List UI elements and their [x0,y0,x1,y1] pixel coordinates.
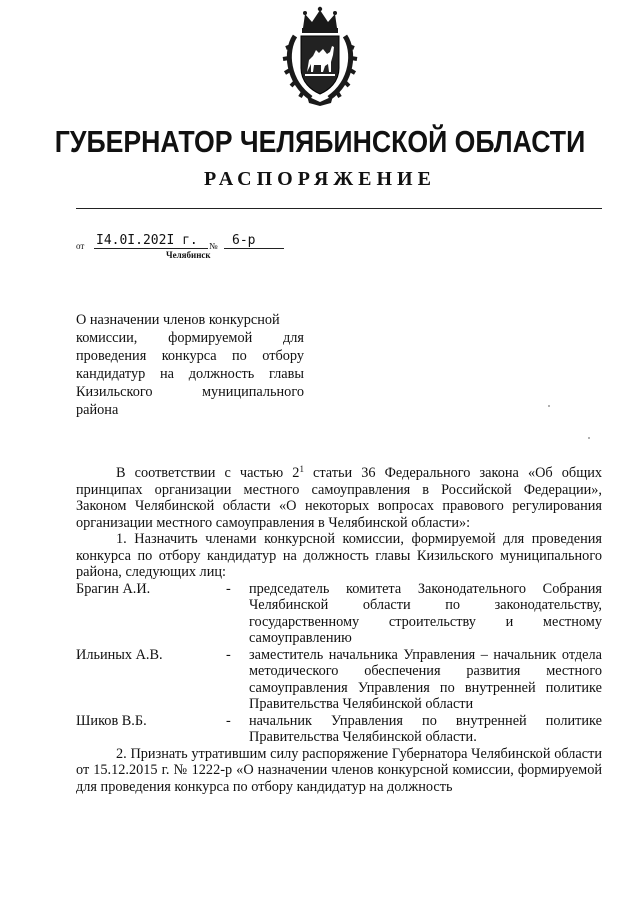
member-position: председатель комитета Законодательного Собрания Челябинской области по законодательству, государственному строительству и местному самоуправлению [249,580,602,646]
city-label: Челябинск [166,250,211,260]
member-dash: - [226,646,231,663]
member-name: Шиков В.Б. [76,712,147,729]
subject-line: Кизильского муниципального [76,384,304,400]
member-dash: - [226,712,231,729]
member-row [76,581,602,647]
scan-speck [588,437,590,439]
coat-of-arms-emblem [281,6,359,106]
item-2-paragraph: 2. Признать утратившим силу распоряжение Губернатора Челябинской области от 15.12.2015 г. № 1222-р «О назначении членов конкурсной комиссии, формируемой для проведения конкурса по отбору кандидатур на должность [76,745,602,795]
document-number: 6-р [224,233,284,249]
member-name: Ильиных А.В. [76,646,163,663]
member-position: заместитель начальника Управления – начальник отдела методического обеспечения развития местного самоуправления Управления по внутренней политике Правительства Челябинской области [249,646,602,712]
item-1-paragraph: 1. Назначить членами конкурсной комиссии, формируемой для проведения конкурса по отбору кандидатур на должность главы Кизильского муниципального района, следующих лиц: [76,531,602,580]
number-label: № [209,241,218,251]
subject-line: проведения конкурса по отбору [76,348,304,364]
document-body [76,465,602,795]
member-name: Брагин А.И. [76,580,151,597]
document-type: РАСПОРЯЖЕНИЕ [204,168,436,190]
subject-line: О назначении членов конкурсной [76,312,280,328]
header-divider [76,208,602,209]
member-dash: - [226,580,231,597]
member-position: начальник Управления по внутренней политике Правительства Челябинской области. [249,712,602,745]
intro-superscript: 1 [299,464,304,474]
member-row [76,713,602,746]
document-date: I4.0I.202I г. [94,233,208,249]
scan-speck [548,405,550,407]
intro-text-start: В соответствии с частью 2 [116,465,300,481]
date-from-label: от [76,241,85,251]
subject-line: комиссии, формируемой для [76,330,304,346]
subject-line: района [76,402,119,418]
intro-paragraph [76,465,602,531]
intro-text-rest: статьи 36 Федерального закона «Об общих принципах организации местного самоуправления в Российской Федерации», Законом Челябинской области «О некоторых вопросах правового регулирования организации местного самоуправления в Челябинской области»: [76,465,602,531]
member-row [76,647,602,713]
subject-line: кандидатур на должность главы [76,366,304,382]
issuer-title: ГУБЕРНАТОР ЧЕЛЯБИНСКОЙ ОБЛАСТИ [54,124,586,159]
document-subject [76,311,304,419]
